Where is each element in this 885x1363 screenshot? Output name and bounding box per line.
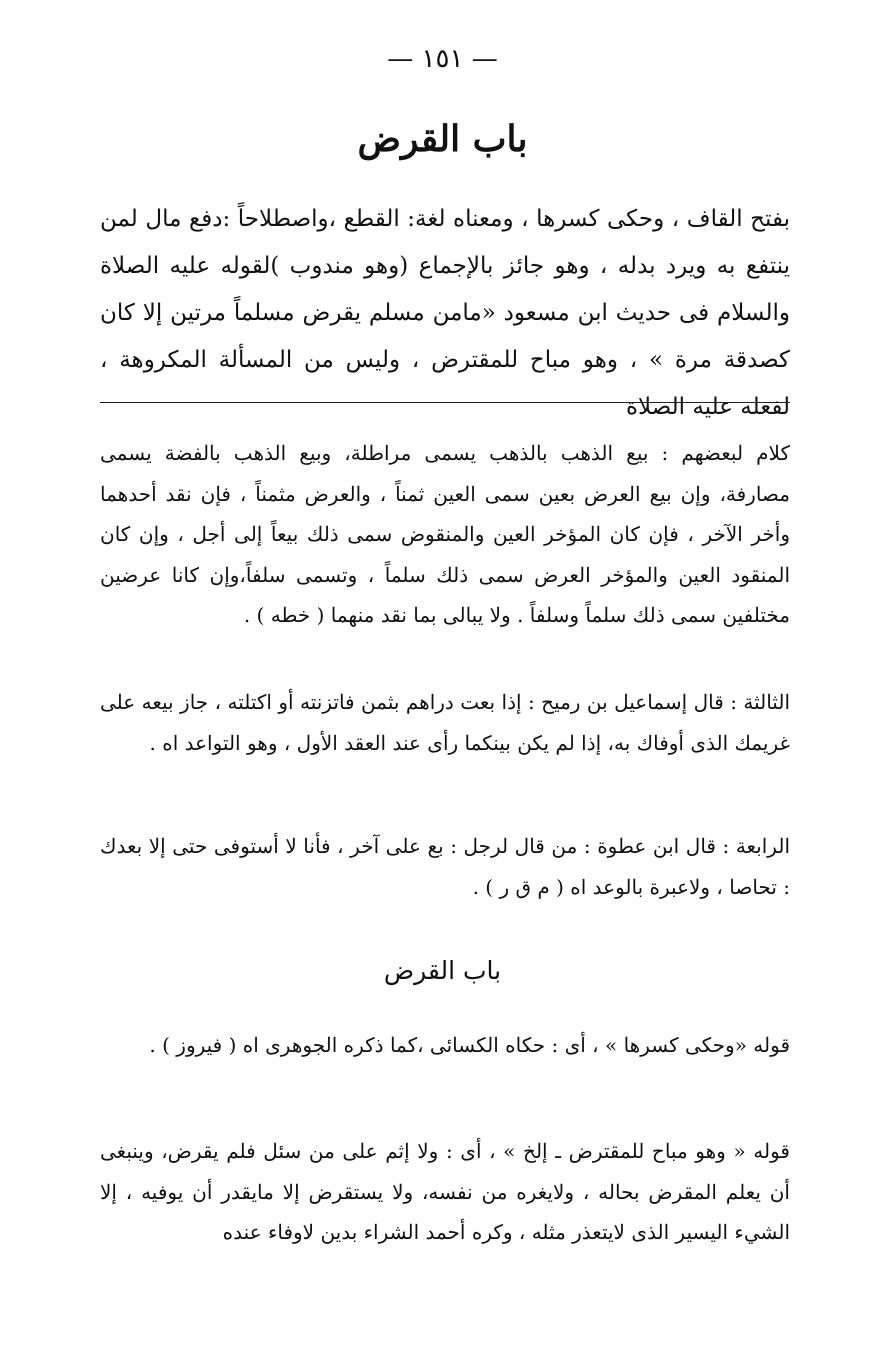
footnote-paragraph-5: قوله « وهو مباح للمقترض ـ إلخ » ، أى : ولا إثم على من سئل فلم يقرض، وينبغى أن يعلم المقرض بحاله ، ولايغره من نفسه، ولا يستقرض إلا مايقدر أن يوفيه ، إلا الشيء اليسير الذى لايتعذر مثله ، وكره أحمد الشراء بدين لاوفاء عنده	[100, 1139, 790, 1244]
footnote-divider	[100, 402, 790, 403]
footnote-section-title: باب القرض	[383, 956, 502, 985]
footnote-paragraph-1: كلام لبعضهم : بيع الذهب بالذهب يسمى مراطلة، وبيع الذهب بالفضة يسمى مصارفة، وإن بيع العرض بعين سمى العين ثمناً ، والعرض مثمناً ، فإن نقد أحدهما وأخر الآخر ، فإن كان المؤخر العين والمنقوض سمى ذلك بيعاً إلى أجل ، وإن كان المنقود العين والمؤخر العرض سمى ذلك سلماً ، وتسمى سلفاً،وإن كانا عرضين مختلفين سمى ذلك سلماً وسلفاً . ولا يبالى بما نقد منهما ( خطه ) .	[100, 441, 790, 627]
chapter-title: باب القرض	[357, 118, 528, 160]
page-number: — ١٥١ —	[387, 44, 498, 74]
main-text-paragraph: بفتح القاف ، وحكى كسرها ، ومعناه لغة: القطع ،واصطلاحاً :دفع مال لمن ينتفع به ويرد بدله ، وهو جائز بالإجماع (وهو مندوب )لقوله عليه الصلاة والسلام فى حديث ابن مسعود «مامن مسلم يقرض مسلماً مرتين إلا كان كصدقة مرة » ، وهو مباح للمقترض ، وليس من المسألة المكروهة ، لفعله عليه الصلاة	[100, 206, 790, 420]
footnote-paragraph-3: الرابعة : قال ابن عطوة : من قال لرجل : بع على آخر ، فأنا لا أستوفى حتى إلا بعدك : تحاصا ، ولاعبرة بالوعد اه ( م ق ر ) .	[100, 834, 790, 899]
footnote-paragraph-4: قوله «وحكى كسرها » ، أى : حكاه الكسائى ،كما ذكره الجوهرى اه ( فيروز ) .	[149, 1033, 790, 1057]
footnote-paragraph-2: الثالثة : قال إسماعيل بن رميح : إذا بعت دراهم بثمن فاتزنته أو اكتلته ، جاز بيعه على غريمك الذى أوفاك به، إذا لم يكن بينكما رأى عند العقد الأول ، وهو التواعد اه .	[100, 690, 790, 755]
